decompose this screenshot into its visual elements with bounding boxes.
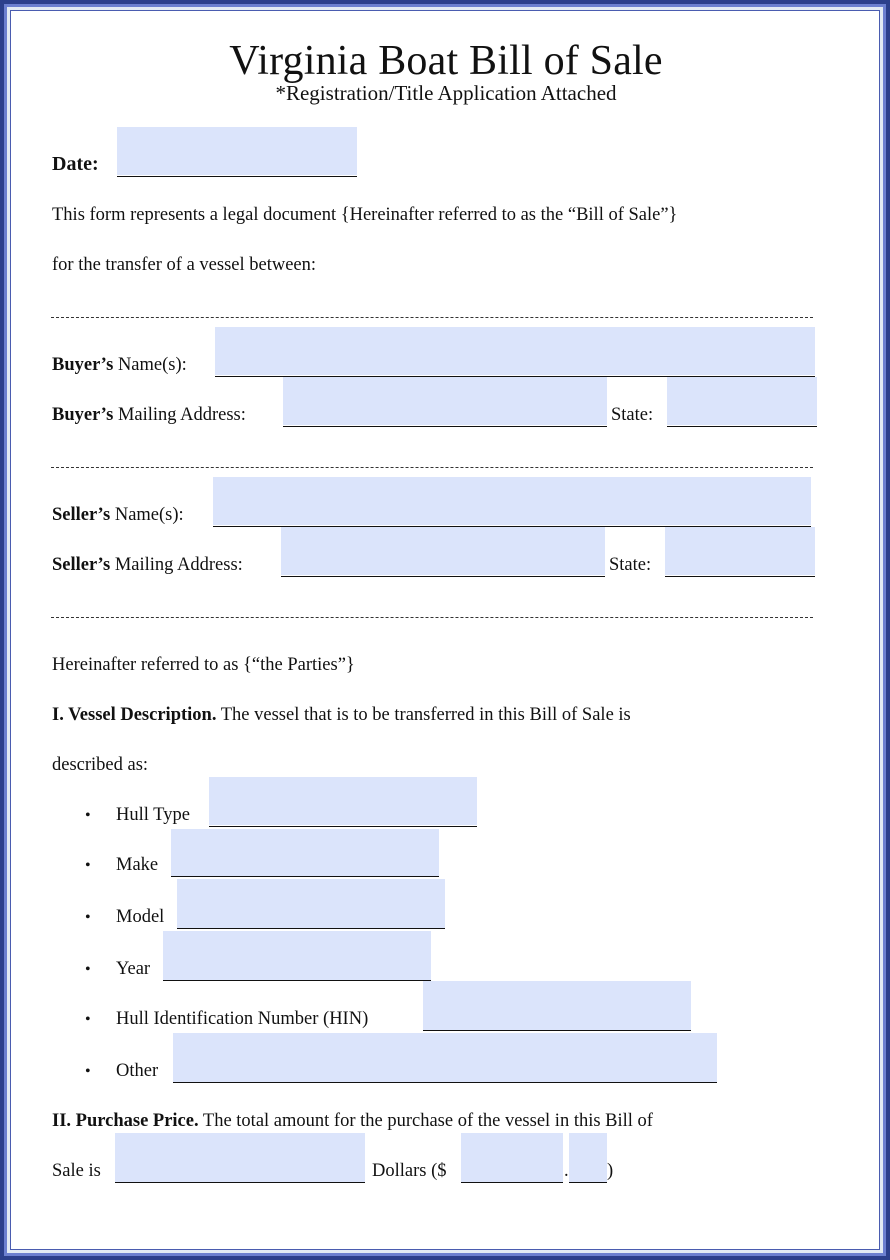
amount-words-underline	[115, 1182, 365, 1183]
hull-type-field[interactable]	[209, 777, 477, 825]
intro-line-1: This form represents a legal document {Hereinafter referred to as the “Bill of Sale”}	[52, 205, 678, 225]
bullet: •	[85, 1011, 91, 1028]
seller-address-field[interactable]	[281, 527, 605, 575]
close-paren: )	[607, 1161, 614, 1181]
year-label: Year	[116, 959, 151, 979]
bullet: •	[85, 909, 91, 926]
dollars-field[interactable]	[461, 1133, 563, 1182]
seller-address-label: Seller’s Mailing Address:	[52, 555, 243, 575]
dollars-underline	[461, 1182, 563, 1183]
hull-type-label: Hull Type	[116, 805, 190, 825]
other-label: Other	[116, 1061, 159, 1081]
sale-is-label: Sale is	[52, 1161, 101, 1181]
seller-name-label: Seller’s Name(s):	[52, 505, 184, 525]
buyer-name-field[interactable]	[215, 327, 815, 375]
bullet: •	[85, 807, 91, 824]
buyer-address-label: Buyer’s Mailing Address:	[52, 405, 246, 425]
decimal-point: .	[564, 1161, 569, 1181]
make-field[interactable]	[171, 829, 439, 876]
dollars-label: Dollars ($	[372, 1161, 447, 1181]
hin-field[interactable]	[423, 981, 691, 1030]
other-underline	[173, 1082, 717, 1083]
hull-type-underline	[209, 826, 477, 827]
dashed-separator-2	[51, 467, 813, 468]
bullet: •	[85, 961, 91, 978]
date-field[interactable]	[117, 127, 357, 175]
buyer-state-underline	[667, 426, 817, 427]
document-title: Virginia Boat Bill of Sale	[229, 38, 663, 84]
seller-state-label: State:	[609, 555, 652, 575]
parties-text: Hereinafter referred to as {“the Parties”}	[52, 655, 355, 675]
intro-line-2: for the transfer of a vessel between:	[52, 255, 317, 275]
vessel-description-line-1: I. Vessel Description. The vessel that is to be transferred in this Bill of Sale is	[52, 705, 631, 725]
vessel-description-line-2: described as:	[52, 755, 149, 775]
amount-words-field[interactable]	[115, 1133, 365, 1182]
dashed-separator-1	[51, 317, 813, 318]
document-page	[10, 10, 880, 1250]
seller-state-field[interactable]	[665, 527, 815, 575]
buyer-address-field[interactable]	[283, 377, 607, 425]
hin-label: Hull Identification Number (HIN)	[116, 1009, 369, 1029]
cents-field[interactable]	[569, 1133, 607, 1182]
bullet: •	[85, 1063, 91, 1080]
model-underline	[177, 928, 445, 929]
bullet: •	[85, 857, 91, 874]
buyer-state-label: State:	[611, 405, 654, 425]
make-label: Make	[116, 855, 159, 875]
model-field[interactable]	[177, 879, 445, 928]
seller-state-underline	[665, 576, 815, 577]
date-underline	[117, 176, 357, 177]
seller-name-field[interactable]	[213, 477, 811, 525]
buyer-address-underline	[283, 426, 607, 427]
buyer-name-label: Buyer’s Name(s):	[52, 355, 187, 375]
model-label: Model	[116, 907, 165, 927]
document-subtitle: *Registration/Title Application Attached	[275, 81, 617, 105]
seller-address-underline	[281, 576, 605, 577]
purchase-price-line-1: II. Purchase Price. The total amount for the purchase of the vessel in this Bill of	[52, 1111, 653, 1131]
date-label: Date:	[52, 153, 99, 175]
vessel-description-heading: I. Vessel Description.	[52, 705, 217, 725]
year-underline	[163, 980, 431, 981]
purchase-price-heading: II. Purchase Price.	[52, 1111, 199, 1131]
year-field[interactable]	[163, 931, 431, 980]
dashed-separator-3	[51, 617, 813, 618]
cents-underline	[569, 1182, 607, 1183]
buyer-state-field[interactable]	[667, 377, 817, 425]
other-field[interactable]	[173, 1033, 717, 1082]
make-underline	[171, 876, 439, 877]
hin-underline	[423, 1030, 691, 1031]
